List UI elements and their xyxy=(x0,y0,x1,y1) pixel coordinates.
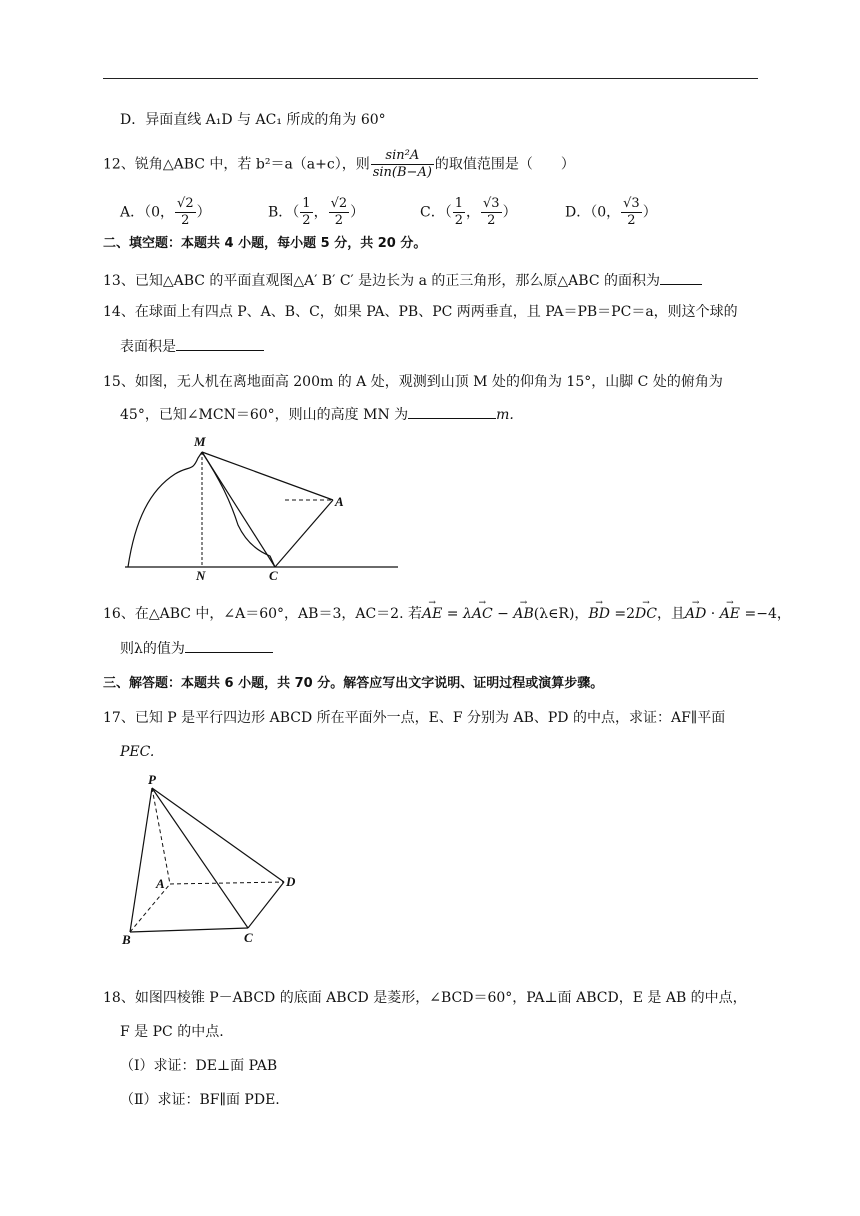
fraction xyxy=(481,196,502,229)
q17-line1: 17、已知 P 是平行四边形 ABCD 所在平面外一点，E、F 分别为 AB、PD 的中点，求证：AF∥平面 xyxy=(103,710,726,726)
edge-ad xyxy=(170,882,284,884)
fraction xyxy=(371,148,434,181)
edge-pd xyxy=(152,788,284,882)
label-b: B xyxy=(122,932,131,945)
question-text: 的取值范围是（ ） xyxy=(434,156,575,173)
unit: m. xyxy=(496,407,514,423)
header-rule xyxy=(103,78,758,79)
option-label: A．（0， xyxy=(120,204,175,221)
fraction-numerator: √3 xyxy=(623,196,640,211)
fraction-denominator: 2 xyxy=(302,213,311,228)
vector-ae: → AE xyxy=(720,604,740,624)
q15-line1: 15、如图，无人机在离地面高 200m 的 A 处，观测到山顶 M 处的仰角为 15°，山脚 C 处的俯角为 xyxy=(103,374,723,390)
fraction-numerator: 1 xyxy=(302,196,311,211)
math-op: =−4， xyxy=(740,606,791,622)
q14-line1: 14、在球面上有四点 P、A、B、C，如果 PA、PB、PC 两两垂直，且 PA＝PB＝PC＝a，则这个球的 xyxy=(103,304,738,320)
option-label: D．（0， xyxy=(565,204,621,221)
fraction-numerator: 1 xyxy=(454,196,463,211)
q12-option-b xyxy=(268,196,364,229)
condition-text: (λ∈R)， xyxy=(533,606,589,622)
vector-ab: → AB xyxy=(513,604,533,624)
q16-line2 xyxy=(120,638,273,659)
fraction-numerator: √3 xyxy=(483,196,500,211)
edge-cd xyxy=(248,882,284,928)
q12-option-d xyxy=(565,196,657,229)
fraction-numerator: √2 xyxy=(177,196,194,211)
q12-option-a xyxy=(120,196,211,229)
fraction-denominator: 2 xyxy=(334,213,343,228)
mountain-outline-left xyxy=(128,452,202,567)
math-op: =2 xyxy=(609,606,636,622)
edge-pa xyxy=(152,788,170,884)
fraction-denominator: 2 xyxy=(181,213,190,228)
edge-pb xyxy=(130,788,152,932)
pyramid-figure xyxy=(118,770,318,945)
option-tail: ） xyxy=(196,204,211,221)
question-text: 表面积是 xyxy=(120,339,176,355)
question-number: 12、 xyxy=(103,156,135,173)
question-text: ，且 xyxy=(656,606,685,622)
fraction xyxy=(329,196,350,229)
question-text: 16、在△ABC 中，∠A＝60°，AB＝3，AC＝2. 若 xyxy=(103,606,422,622)
q16-line1 xyxy=(103,604,791,624)
q18-line1: 18、如图四棱锥 P－ABCD 的底面 ABCD 是菱形，∠BCD＝60°，PA⊥面 ABCD，E 是 AB 的中点， xyxy=(103,990,747,1006)
label-m: M xyxy=(194,434,206,449)
fraction-denominator: 2 xyxy=(627,213,636,228)
edge-pc xyxy=(152,788,248,928)
q12-option-c xyxy=(420,196,517,229)
label-n: N xyxy=(196,568,206,583)
line-ma xyxy=(202,452,333,500)
question-text: 13、已知△ABC 的平面直观图△A′ B′ C′ 是边长为 a 的正三角形，那么原△ABC 的面积为 xyxy=(103,273,660,289)
label-c: C xyxy=(269,568,278,583)
q11-option-d xyxy=(120,110,386,130)
q14-line2 xyxy=(120,336,264,357)
label-p: P xyxy=(148,772,156,787)
label-c: C xyxy=(244,930,253,945)
option-label: D． xyxy=(120,112,146,128)
q12-stem xyxy=(103,148,575,181)
fraction-numerator: sin²A xyxy=(371,148,434,165)
line-mc xyxy=(202,452,275,567)
fraction-denominator: sin(B−A) xyxy=(372,165,432,180)
math-op: · xyxy=(706,606,720,622)
label-a: A xyxy=(335,494,344,509)
line-ac xyxy=(275,500,333,567)
edge-bc xyxy=(130,928,248,932)
label-d: D xyxy=(286,874,296,889)
answer-blank[interactable] xyxy=(176,336,264,351)
option-text: 异面直线 A₁D 与 AC₁ 所成的角为 60° xyxy=(145,112,386,128)
q18-line2: F 是 PC 的中点. xyxy=(120,1024,224,1040)
q15-line2 xyxy=(120,404,514,425)
vector-ac: → AC xyxy=(472,604,493,624)
option-label: B．（ xyxy=(268,204,300,221)
answer-blank[interactable] xyxy=(185,638,273,653)
question-text: 则λ的值为 xyxy=(120,641,185,657)
section-heading-2: 二、填空题：本题共 4 小题，每小题 5 分，共 20 分。 xyxy=(103,236,427,251)
answer-blank[interactable] xyxy=(660,270,702,285)
math-op: = λ xyxy=(442,606,472,622)
fraction xyxy=(453,196,465,229)
option-label: C．（ xyxy=(420,204,452,221)
vector-bd: → BD xyxy=(588,604,610,624)
mountain-figure xyxy=(120,430,410,585)
q13 xyxy=(103,270,702,291)
section-heading-3: 三、解答题：本题共 6 小题，共 70 分。解答应写出文字说明、证明过程或演算步骤。 xyxy=(103,676,604,691)
answer-blank[interactable] xyxy=(408,404,496,419)
vector-ae: → AE xyxy=(422,604,442,624)
fraction-denominator: 2 xyxy=(454,213,463,228)
separator: ， xyxy=(313,204,328,221)
option-tail: ） xyxy=(350,204,365,221)
question-text: 45°，已知∠MCN＝60°，则山的高度 MN 为 xyxy=(120,407,409,423)
option-tail: ） xyxy=(642,204,657,221)
vector-dc: → DC xyxy=(635,604,657,624)
fraction xyxy=(621,196,642,229)
label-a: A xyxy=(156,876,165,891)
fraction xyxy=(175,196,196,229)
vector-ad: → AD xyxy=(685,604,706,624)
math-op: − xyxy=(492,606,514,622)
option-tail: ） xyxy=(502,204,517,221)
fraction-denominator: 2 xyxy=(487,213,496,228)
q18-part2: （Ⅱ）求证：BF∥面 PDE. xyxy=(120,1092,280,1108)
question-text: 锐角△ABC 中，若 b²＝a（a+c），则 xyxy=(134,156,370,173)
q17-line2: PEC. xyxy=(120,744,155,760)
separator: ， xyxy=(466,204,480,221)
fraction xyxy=(300,196,312,229)
fraction-numerator: √2 xyxy=(330,196,348,211)
q18-part1: （Ⅰ）求证：DE⊥面 PAB xyxy=(120,1058,278,1074)
